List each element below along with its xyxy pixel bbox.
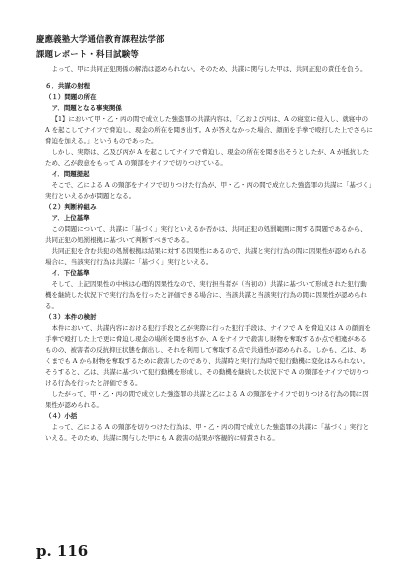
paragraph-8: したがって、甲・乙・丙の間で成立した強盗罪の共謀と乙による A の頸部をナイフで切りつける行為の間に因果性が認められる。 [45,390,369,409]
paragraph-4: この問題について、共謀に「基づく」実行といえるか否かは、共同正犯の処罰範囲に関する問題であるから、共同正犯の処罰根拠に基づいて判断すべきである。 [45,225,367,244]
paragraph-6: そして、上記因果性の中核は心理的因果性なので、実行担当者が（当初の）共謀に基づいて形成された犯行動機を継続した状況下で実行行為を行ったと評価できる場合に、当該共謀と当該実行行為の間に因果性が認められる。 [45,280,367,310]
intro-paragraph: よって、甲に共同正犯関係の解消は認められない。そのため、共謀に関与した甲は、共同正犯の責任を負う。 [51,65,367,73]
section-heading-6: ６．共謀の射程 [45,82,91,90]
subsection-heading-2: （２）判断枠組み [45,203,97,211]
header-subtitle: 課題レポート・科目試験等 [36,49,139,59]
subsection-heading-3: （３）本件の検討 [45,313,97,321]
subsection-heading-1: （１）問題の所在 [45,93,97,101]
page-number: p. 116 [36,542,89,560]
paragraph-7: 本件において、共謀内容における犯行手段と乙が実際に行った犯行手段は、ナイフで A を脅迫又は A の顔面を手拳で殴打した上で更に脅迫し現金の場所を聞き出すか、A をナイフで殺害し財物を奪取するか点で相違があるものの、被害者の反抗抑圧状態を創出し、それを利用して奪取する点で共通性が認められる。しかも、乙は、あくまでも A から財物を奪取するために殺害したのであり、共謀時と実行行為時で犯行動機に変化はみられない。そうすると、乙は、共謀に基づいて犯行動機を形成し、その動機を継続した状況下で A の頸部をナイフで切りつける行為を行ったと評価できる。 [45,324,371,387]
paragraph-9: よって、乙による A の頸部を切りつけた行為は、甲・乙・丙の間で成立した強盗罪の共謀に「基づく」実行といえる。そのため、共謀に関与した甲にも A 殺害の結果が客観的に帰責される。 [45,423,370,442]
item-heading-2b: イ．下位基準 [51,269,90,277]
item-heading-1a: ア．問題となる事実関係 [51,104,122,112]
paragraph-5: 共同正犯を含む共犯の処罰根拠は結果に対する因果性にあるので、共謀と実行行為の間に因果性が認められる場合に、当該実行行為は共謀に「基づく」実行といえる。 [45,247,367,266]
paragraph-3: そこで、乙による A の頸部をナイフで切りつけた行為が、甲・乙・丙の間で成立した強盗罪の共謀に「基づく」実行といえるかが問題となる。 [45,181,372,200]
item-heading-1b: イ．問題提起 [51,170,90,178]
item-heading-2a: ア．上位基準 [51,214,90,222]
paragraph-2: しかし、実際は、乙及び丙が A を起こしてナイフで脅迫し、現金の所在を聞き出そうとしたが、A が抵抗したため、乙が殺意をもって A の頸部をナイフで切りつけている。 [45,148,370,167]
subsection-heading-4: （４）小括 [45,412,78,420]
paragraph-1: 【1】において甲・乙・丙の間で成立した強盗罪の共謀内容は、「乙および丙は、A の寝室に侵入し、就寝中の A を起こしてナイフで脅迫し、現金の所在を聞き出す。A が答えなかった場合、顔面を手拳で殴打した上でさらに脅迫を加える。」というものであった。 [45,115,373,145]
header-university: 慶應義塾大学通信教育課程法学部 [36,34,165,44]
document-body [45,64,373,444]
